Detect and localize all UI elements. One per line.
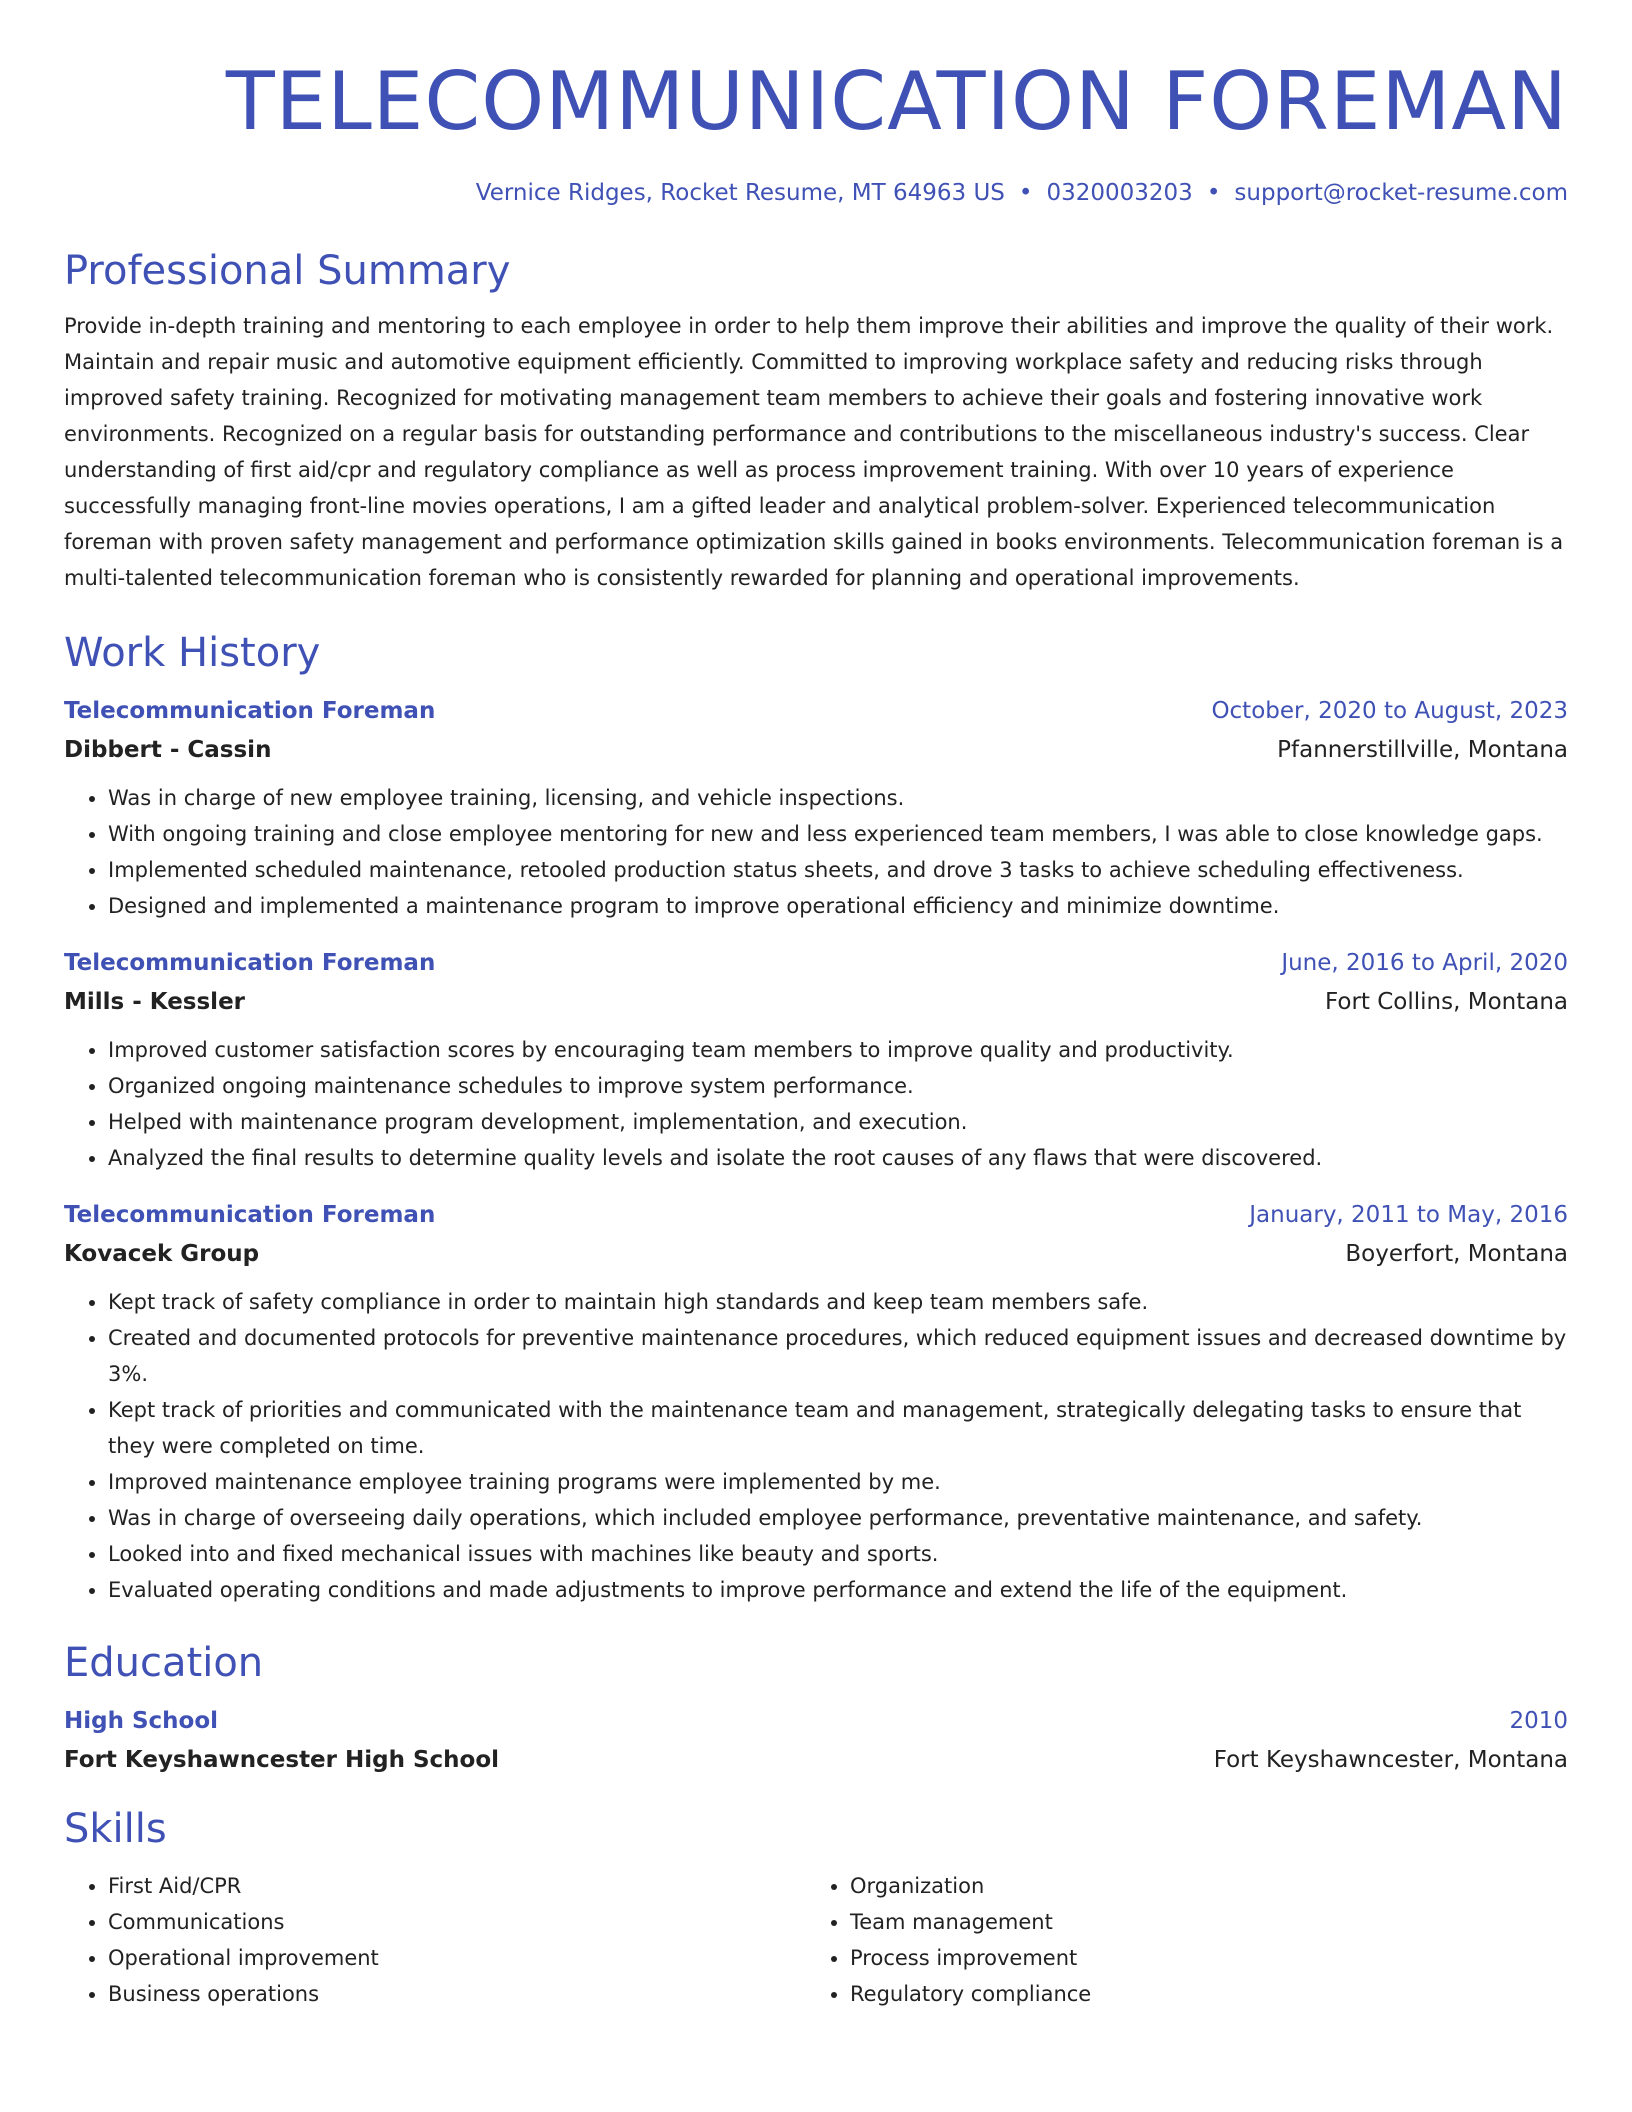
job-bullet: • With ongoing training and close employee mentoring for new and less experienced team members, I was able to close knowledge gaps. [108,816,1568,852]
skill-item: • Organization [850,1868,1548,1904]
education-year: 2010 [1509,1708,1568,1734]
job-bullet: • Improved maintenance employee training programs were implemented by me. [108,1464,1568,1500]
job-bullet: • Evaluated operating conditions and made adjustments to improve performance and extend the life of the equipment. [108,1572,1568,1608]
job-entry [64,944,1568,1176]
job-entry [64,692,1568,924]
job-bullets [64,1284,1568,1608]
job-bullet: • Kept track of priorities and communicated with the maintenance team and management, strategically delegating tasks to ensure that they were completed on time. [108,1392,1568,1464]
education-location: Fort Keyshawncester, Montana [1213,1747,1568,1773]
education-entry [64,1702,1568,1780]
summary-text: Provide in-depth training and mentoring to each employee in order to help them improve their abilities and improve the quality of their work. Maintain and repair music and automotive equipment efficiently. Committed to improving workplace safety and reducing risks through improved safety training. Recognized for motivating management team members to achieve their goals and fostering innovative work environments. Recognized on a regular basis for outstanding performance and contributions to the miscellaneous industry's success. Clear understanding of first aid/cpr and regulatory compliance as well as process improvement training. With over 10 years of experience successfully managing front-line movies operations, I am a gifted leader and analytical problem-solver. Experienced telecommunication foreman with proven safety management and performance optimization skills gained in books environments. Telecommunication foreman is a multi-talented telecommunication foreman who is consistently rewarded for planning and operational improvements. [64,314,1564,590]
skill-item: • Communications [108,1904,806,1940]
skill-item: • Regulatory compliance [850,1976,1548,2012]
job-entry [64,1196,1568,1608]
job-bullet: • Looked into and fixed mechanical issues with machines like beauty and sports. [108,1536,1568,1572]
job-dates: June, 2016 to April, 2020 [1281,950,1568,976]
skills-heading: Skills [64,1806,167,1852]
job-bullet: • Created and documented protocols for preventive maintenance procedures, which reduced equipment issues and decreased downtime by 3%. [108,1320,1568,1392]
job-bullet: • Kept track of safety compliance in order to maintain high standards and keep team members safe. [108,1284,1568,1320]
job-bullet: • Helped with maintenance program development, implementation, and execution. [108,1104,1568,1140]
education-school: Fort Keyshawncester High School [64,1747,500,1773]
job-bullet: • Was in charge of new employee training, licensing, and vehicle inspections. [108,780,1568,816]
job-dates: October, 2020 to August, 2023 [1211,698,1568,724]
job-company: Dibbert - Cassin [64,737,272,763]
skill-item: • Operational improvement [108,1940,806,1976]
education-degree: High School [64,1708,219,1734]
contact-phone: 0320003203 [1046,180,1193,206]
education-heading: Education [64,1640,264,1686]
job-bullet: • Improved customer satisfaction scores by encouraging team members to improve quality and productivity. [108,1032,1568,1068]
job-bullets [64,1032,1568,1176]
job-bullet: • Designed and implemented a maintenance program to improve operational efficiency and minimize downtime. [108,888,1568,924]
skill-item: • Team management [850,1904,1548,1940]
job-title: Telecommunication Foreman [64,1202,436,1228]
job-bullet: • Implemented scheduled maintenance, retooled production status sheets, and drove 3 tasks to achieve scheduling effectiveness. [108,852,1568,888]
job-company: Kovacek Group [64,1241,260,1267]
summary-heading: Professional Summary [64,248,511,294]
work-history-heading: Work History [64,630,321,676]
skills-list [64,1868,1568,2012]
contact-line [64,178,1568,208]
contact-address: Vernice Ridges, Rocket Resume, MT 64963 US [475,180,1005,206]
job-company: Mills - Kessler [64,989,246,1015]
job-bullet: • Was in charge of overseeing daily operations, which included employee performance, preventative maintenance, and safety. [108,1500,1568,1536]
contact-email: support@rocket-resume.com [1234,180,1568,206]
job-bullets [64,780,1568,924]
job-title: Telecommunication Foreman [64,950,436,976]
resume-page [64,0,1568,2012]
skill-item: • Process improvement [850,1940,1548,1976]
contact-separator: • [1206,180,1221,206]
job-title: Telecommunication Foreman [64,698,436,724]
job-bullet: • Analyzed the final results to determine quality levels and isolate the root causes of any flaws that were discovered. [108,1140,1568,1176]
job-location: Fort Collins, Montana [1324,989,1568,1015]
contact-separator: • [1018,180,1033,206]
skill-item: • Business operations [108,1976,806,2012]
candidate-name: TELECOMMUNICATION FOREMAN [225,55,1568,148]
job-location: Boyerfort, Montana [1345,1241,1568,1267]
skill-item: • First Aid/CPR [108,1868,806,1904]
job-bullet: • Organized ongoing maintenance schedules to improve system performance. [108,1068,1568,1104]
job-dates: January, 2011 to May, 2016 [1249,1202,1568,1228]
skills-column-right [806,1868,1548,2012]
job-location: Pfannerstillville, Montana [1277,737,1568,763]
skills-column-left [64,1868,806,2012]
